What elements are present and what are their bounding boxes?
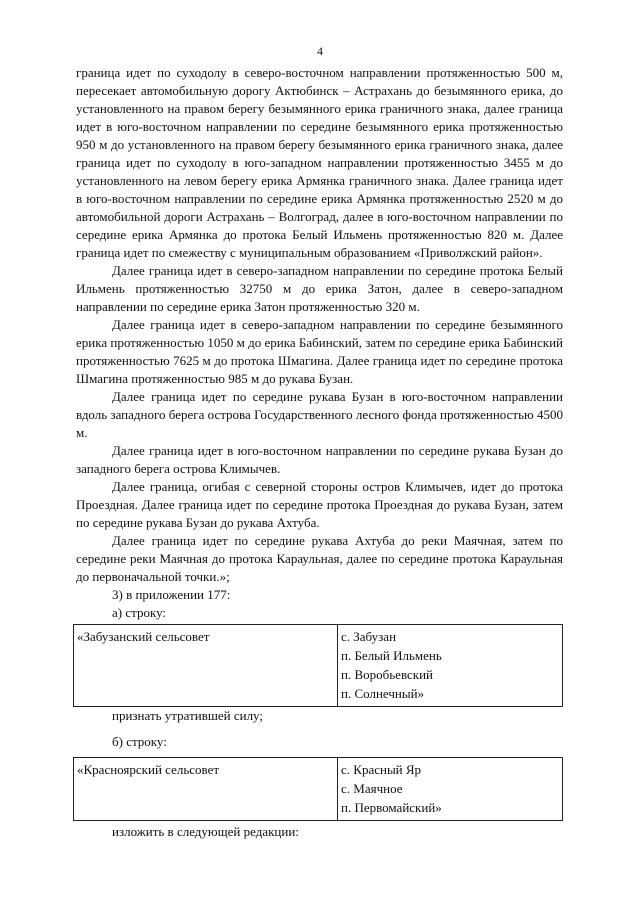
- table-zabuzan: [73, 624, 563, 707]
- settlement-item: п. Первомайский»: [341, 800, 442, 815]
- paragraph-4: Далее граница идет по середине рукава Бузан в юго-восточном направлении вдоль западного берега острова Государственного лесного фонда протяженностью 4500 м.: [76, 389, 563, 440]
- list-item-b: б) строку:: [112, 734, 167, 749]
- paragraph-7: Далее граница идет по середине рукава Ахтуба до реки Маячная, затем по середине реки Маячная до протока Караульная, далее по середине протока Караульная до первоначальной точки.»;: [76, 533, 563, 584]
- body-text: [76, 64, 563, 622]
- settlements-cell: [338, 625, 563, 707]
- settlement-item: п. Белый Ильмень: [341, 648, 442, 663]
- paragraph-5: Далее граница идет в юго-восточном направлении по середине рукава Бузан до западного берега острова Климычев.: [76, 443, 563, 476]
- settlement-item: п. Воробьевский: [341, 667, 434, 682]
- settlements-cell: [338, 758, 563, 821]
- page-number: 4: [317, 44, 323, 58]
- paragraph-3: Далее граница идет в северо-западном направлении по середине безымянного ерика протяженностью 1050 м до ерика Бабинский, затем по середине ерика Бабинский протяженностью 7625 м до протока Шмагина. Далее граница идет по середине протока Шмагина протяженностью 985 м до рукава Бузан.: [76, 317, 563, 386]
- list-item-a: а) строку:: [112, 605, 167, 620]
- settlement-item: с. Забузан: [341, 629, 397, 644]
- settlement-item: с. Маячное: [341, 781, 403, 796]
- municipality-name-cell: «Красноярский сельсовет: [74, 758, 338, 821]
- amend-text: изложить в следующей редакции:: [112, 824, 299, 839]
- repeal-text: признать утратившей силу;: [112, 708, 263, 723]
- table-krasnoyarsk: [73, 757, 563, 821]
- paragraph-6: Далее граница, огибая с северной стороны остров Климычев, идет до протока Проездная. Далее граница идет по середине протока Проездная до рукава Бузан, затем по середине рукава Бузан до рукава Ахтуба.: [76, 479, 563, 530]
- table-row: [74, 758, 563, 821]
- municipality-name-cell: «Забузанский сельсовет: [74, 625, 338, 707]
- table-row: [74, 625, 563, 707]
- list-item-3: 3) в приложении 177:: [112, 587, 231, 602]
- settlement-item: с. Красный Яр: [341, 762, 422, 777]
- paragraph-1: граница идет по суходолу в северо-восточном направлении протяженностью 500 м, пересекает автомобильную дорогу Актюбинск – Астрахань до безымянного ерика, до установленного на правом берегу безымянного ерика граничного знака, далее граница идет в юго-восточном направлении по середине безымянного ерика протяженностью 950 м до установленного на правом берегу безымянного ерика граничного знака, далее граница идет по суходолу в юго-западном направлении протяженностью 3455 м до установленного на левом берегу ерика Армянка граничного знака. Далее граница идет в юго-восточном направлении по середине ерика Армянка протяженностью 2520 м до автомобильной дороги Астрахань – Волгоград, далее в юго-восточном направлении по середине ерика Армянка до протока Белый Ильмень протяженностью 820 м. Далее граница идет по смежеству с муниципальным образованием «Приволжский район».: [76, 65, 563, 260]
- paragraph-2: Далее граница идет в северо-западном направлении по середине протока Белый Ильмень протяженностью 32750 м до ерика Затон, далее в северо-западном направлении по середине ерика Затон протяженностью 320 м.: [76, 263, 563, 314]
- settlement-item: п. Солнечный»: [341, 686, 425, 701]
